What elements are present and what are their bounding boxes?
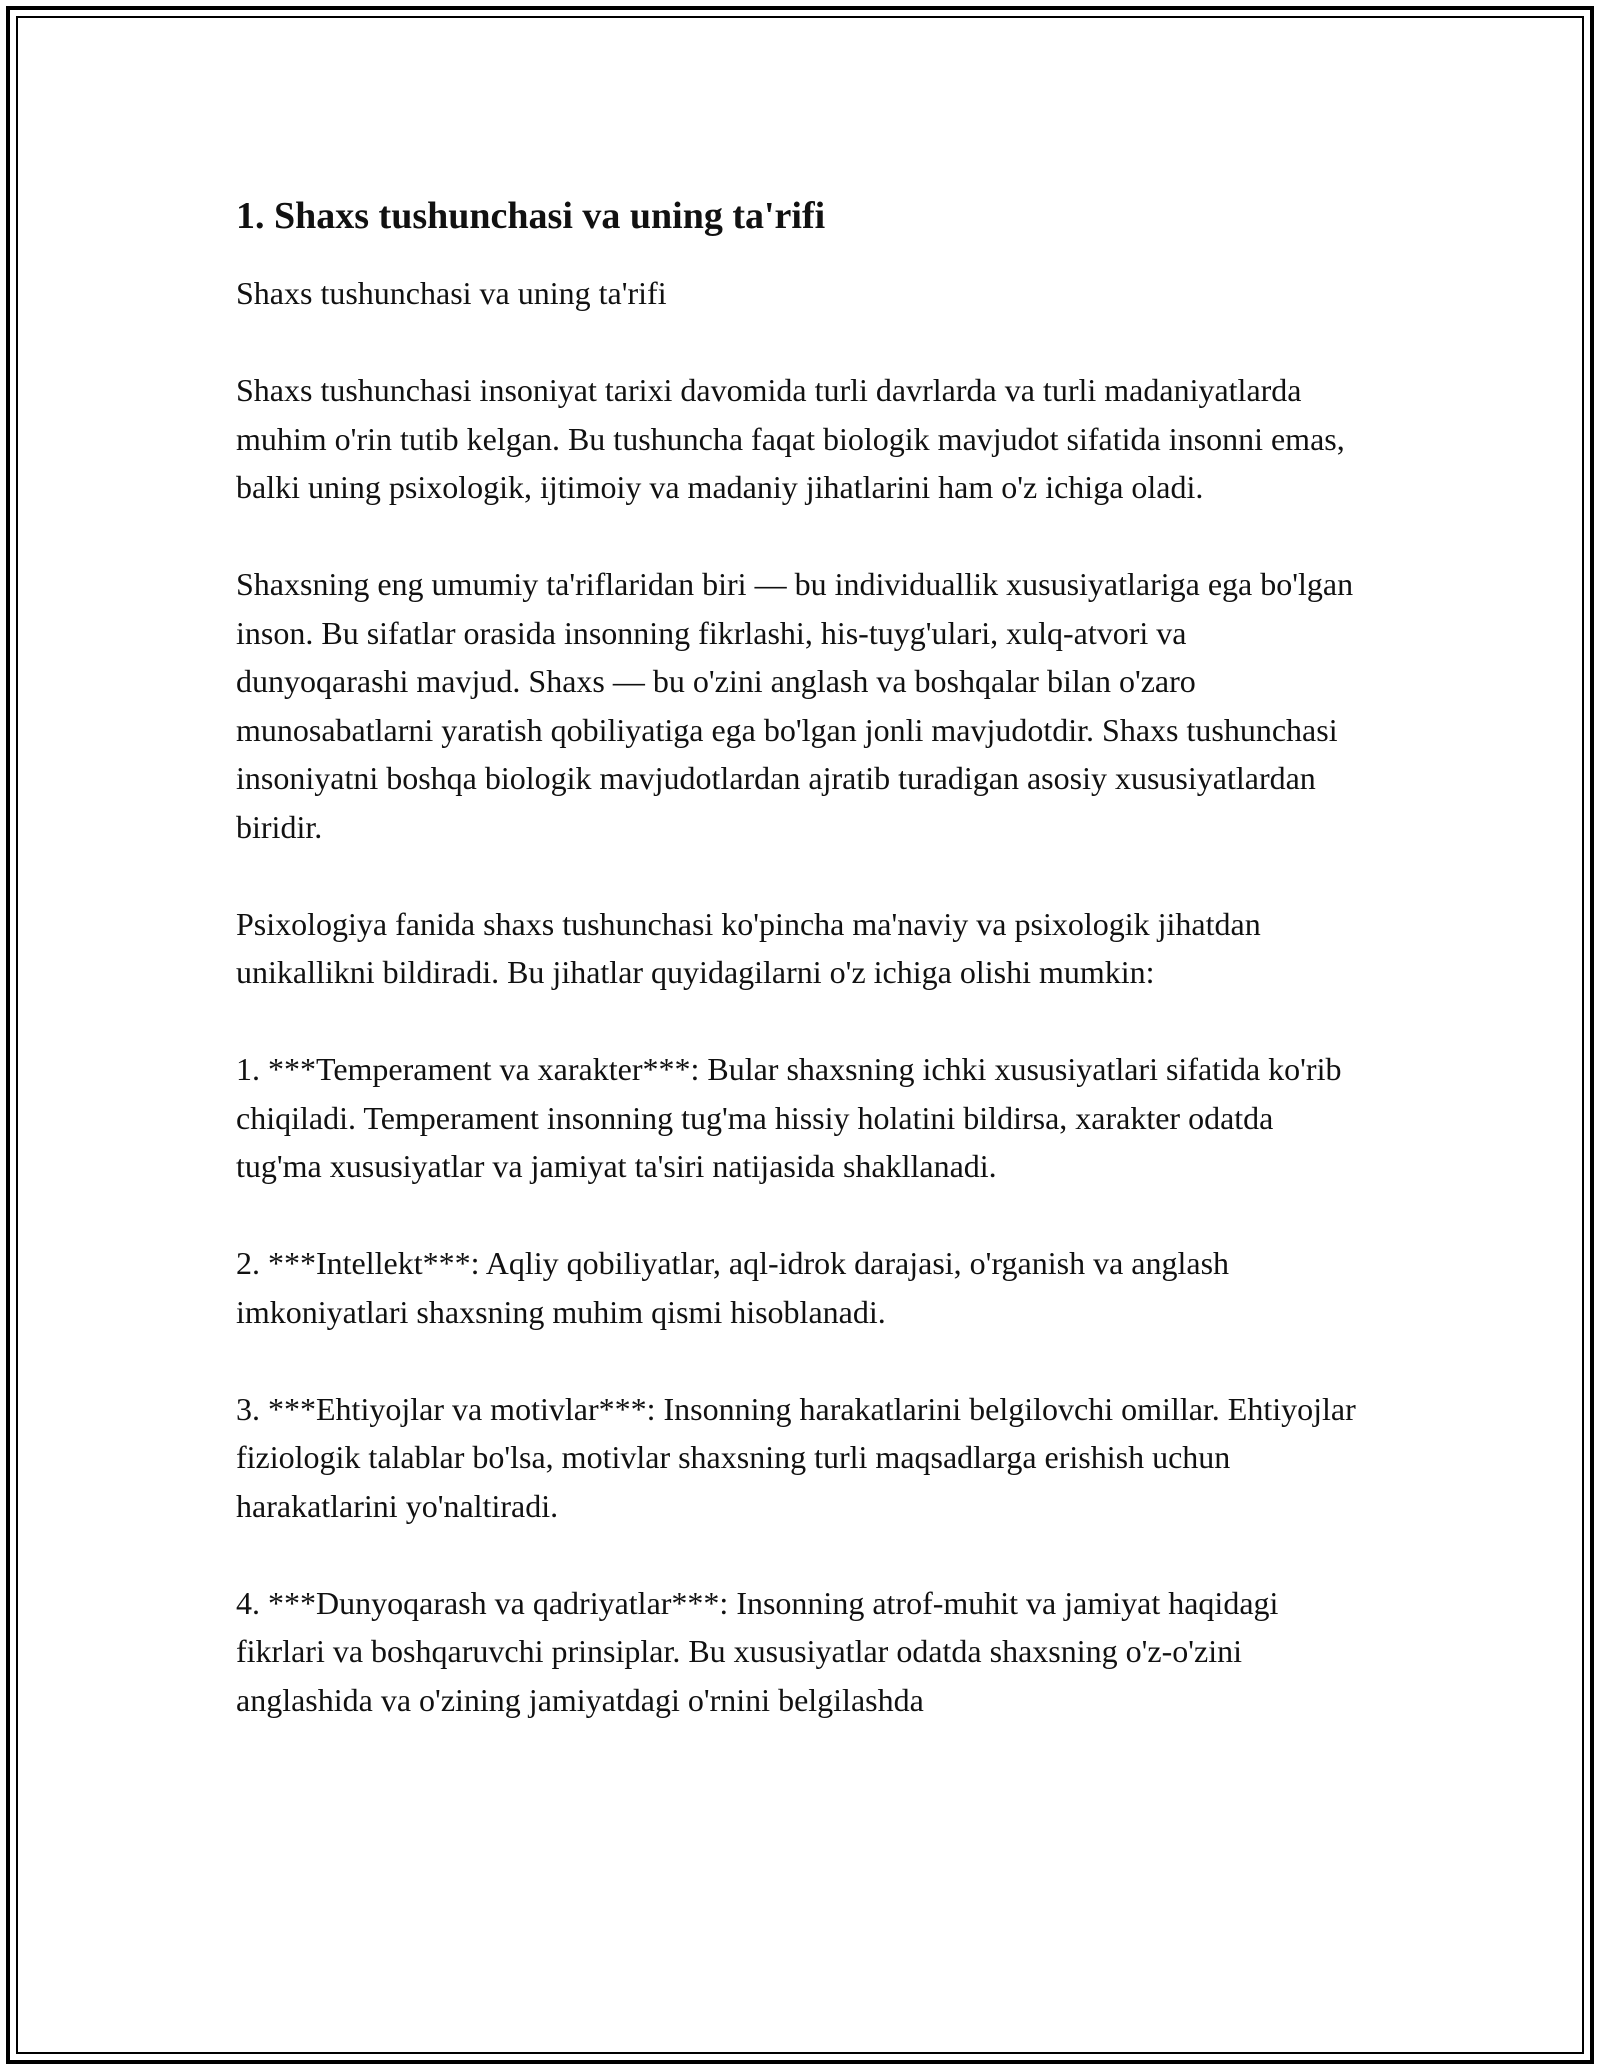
list-item-temperament: 1. ***Temperament va xarakter***: Bular shaxsning ichki xususiyatlari sifatida ko'rib chiqiladi. Temperament insonning tug'ma hissiy holatini bildirsa, xarakter odatda tug'ma xususiyatlar va jamiyat ta'siri natijasida shakllanadi. (236, 1051, 1342, 1185)
paragraph-intro: Shaxs tushunchasi insoniyat tarixi davomida turli davrlarda va turli madaniyatlarda muhim o'rin tutib kelgan. Bu tushuncha faqat biologik mavjudot sifatida insonni emas, balki uning psixologik, ijtimoiy va madaniy jihatlarini ham o'z ichiga oladi. (236, 372, 1345, 506)
section-heading: 1. Shaxs tushunchasi va uning ta'rifi (236, 195, 826, 237)
list-item-worldview: 4. ***Dunyoqarash va qadriyatlar***: Insonning atrof-muhit va jamiyat haqidagi fikrlari va boshqaruvchi prinsiplar. Bu xususiyatlar odatda shaxsning o'z-o'zini anglashida va o'zining jamiyatdagi o'rnini belgilashda (236, 1584, 1279, 1718)
document-body (236, 180, 1366, 1773)
list-item-needs: 3. ***Ehtiyojlar va motivlar***: Insonning harakatlarini belgilovchi omillar. Ehtiyojlar fiziologik talablar bo'lsa, motivlar shaxsning turli maqsadlarga erishish uchun harakatlarini yo'naltiradi. (236, 1390, 1356, 1524)
list-item-intellect: 2. ***Intellekt***: Aqliy qobiliyatlar, aql-idrok darajasi, o'rganish va anglash imkoniyatlari shaxsning muhim qismi hisoblanadi. (236, 1245, 1230, 1330)
paragraph-subtitle: Shaxs tushunchasi va uning ta'rifi (236, 275, 667, 312)
paragraph-definition: Shaxsning eng umumiy ta'riflaridan biri — bu individuallik xususiyatlariga ega bo'lgan inson. Bu sifatlar orasida insonning fikrlashi, his-tuyg'ulari, xulq-atvori va dunyoqarashi mavjud. Shaxs — bu o'zini anglash va boshqalar bilan o'zaro munosabatlarni yaratish qobiliyatiga ega bo'lgan jonli mavjudotdir. Shaxs tushunchasi insoniyatni boshqa biologik mavjudotlardan ajratib turadigan asosiy xususiyatlardan biridir. (236, 566, 1354, 845)
paragraph-psychology: Psixologiya fanida shaxs tushunchasi ko'pincha ma'naviy va psixologik jihatdan unikallikni bildiradi. Bu jihatlar quyidagilarni o'z ichiga olishi mumkin: (236, 905, 1261, 991)
